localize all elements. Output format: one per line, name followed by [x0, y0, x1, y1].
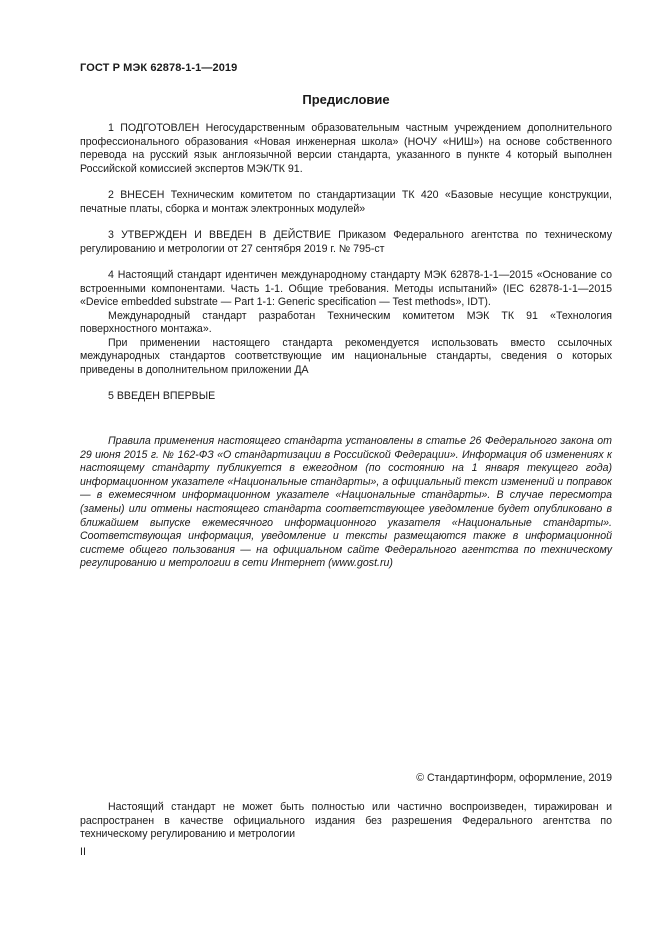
page-number: II: [80, 846, 86, 858]
standard-code: ГОСТ Р МЭК 62878-1-1—2019: [80, 62, 238, 74]
foreword-item-4-note: При применении настоящего стандарта рекомендуется использовать вместо ссылочных международных стандартов соответствующие им национальные стандарты, сведения о которых приведены в дополнительном приложении ДА: [80, 336, 612, 376]
reproduction-notice-block: [80, 801, 612, 842]
foreword-body: [80, 122, 612, 404]
foreword-item-2: 2 ВНЕСЕН Техническим комитетом по стандартизации ТК 420 «Базовые несущие конструкции, печатные платы, сборка и монтаж электронных модулей»: [80, 189, 612, 215]
foreword-item-1: 1 ПОДГОТОВЛЕН Негосударственным образовательным частным учреждением дополнительного профессионального образования «Новая инженерная школа» (НОЧУ «НИШ») на основе собственного перевода на русский язык англоязычной версии стандарта, указанного в пункте 4 который выполнен Российской комиссией экспертов МЭК/ТК 91.: [80, 122, 612, 175]
foreword-title: Предисловие: [302, 92, 390, 107]
foreword-item-4: 4 Настоящий стандарт идентичен международному стандарту МЭК 62878-1-1—2015 «Основание со встроенными компонентами. Часть 1-1. Общие требования. Методы испытаний» (IEC 62878-1-1—2015 «Device embedded substrate — Part 1-1: Generic specification — Test methods», IDT).: [80, 269, 612, 308]
reproduction-notice: Настоящий стандарт не может быть полностью или частично воспроизведен, тиражирован и распространен в качестве официального издания без разрешения Федерального агентства по техническому регулированию и метрологии: [80, 801, 612, 840]
rules-notice-block: [80, 435, 612, 571]
foreword-item-3: 3 УТВЕРЖДЕН И ВВЕДЕН В ДЕЙСТВИЕ Приказом Федерального агентства по техническому регулированию и метрологии от 27 сентября 2019 г. № 795-ст: [80, 229, 612, 255]
foreword-item-5: 5 ВВЕДЕН ВПЕРВЫЕ: [108, 390, 216, 402]
foreword-item-4-developer: Международный стандарт разработан Техническим комитетом МЭК ТК 91 «Технология поверхностного монтажа».: [80, 309, 612, 335]
copyright-line: © Стандартинформ, оформление, 2019: [416, 772, 612, 784]
rules-notice: Правила применения настоящего стандарта установлены в статье 26 Федерального закона от 29 июня 2015 г. № 162-ФЗ «О стандартизации в Российской Федерации». Информация об изменениях к настоящему стандарту публикуется в ежегодном (по состоянию на 1 января текущего года) информационном указателе «Национальные стандарты», а официальный текст изменений и поправок — в ежемесячном информационном указателе «Национальные стандарты». В случае пересмотра (замены) или отмены настоящего стандарта соответствующее уведомление будет опубликовано в ближайшем выпуске ежемесячного информационного указателя «Национальные стандарты». Соответствующая информация, уведомление и тексты размещаются также в информационной системе общего пользования — на официальном сайте Федерального агентства по техническому регулированию и метрологии в сети Интернет (www.gost.ru): [80, 435, 612, 570]
